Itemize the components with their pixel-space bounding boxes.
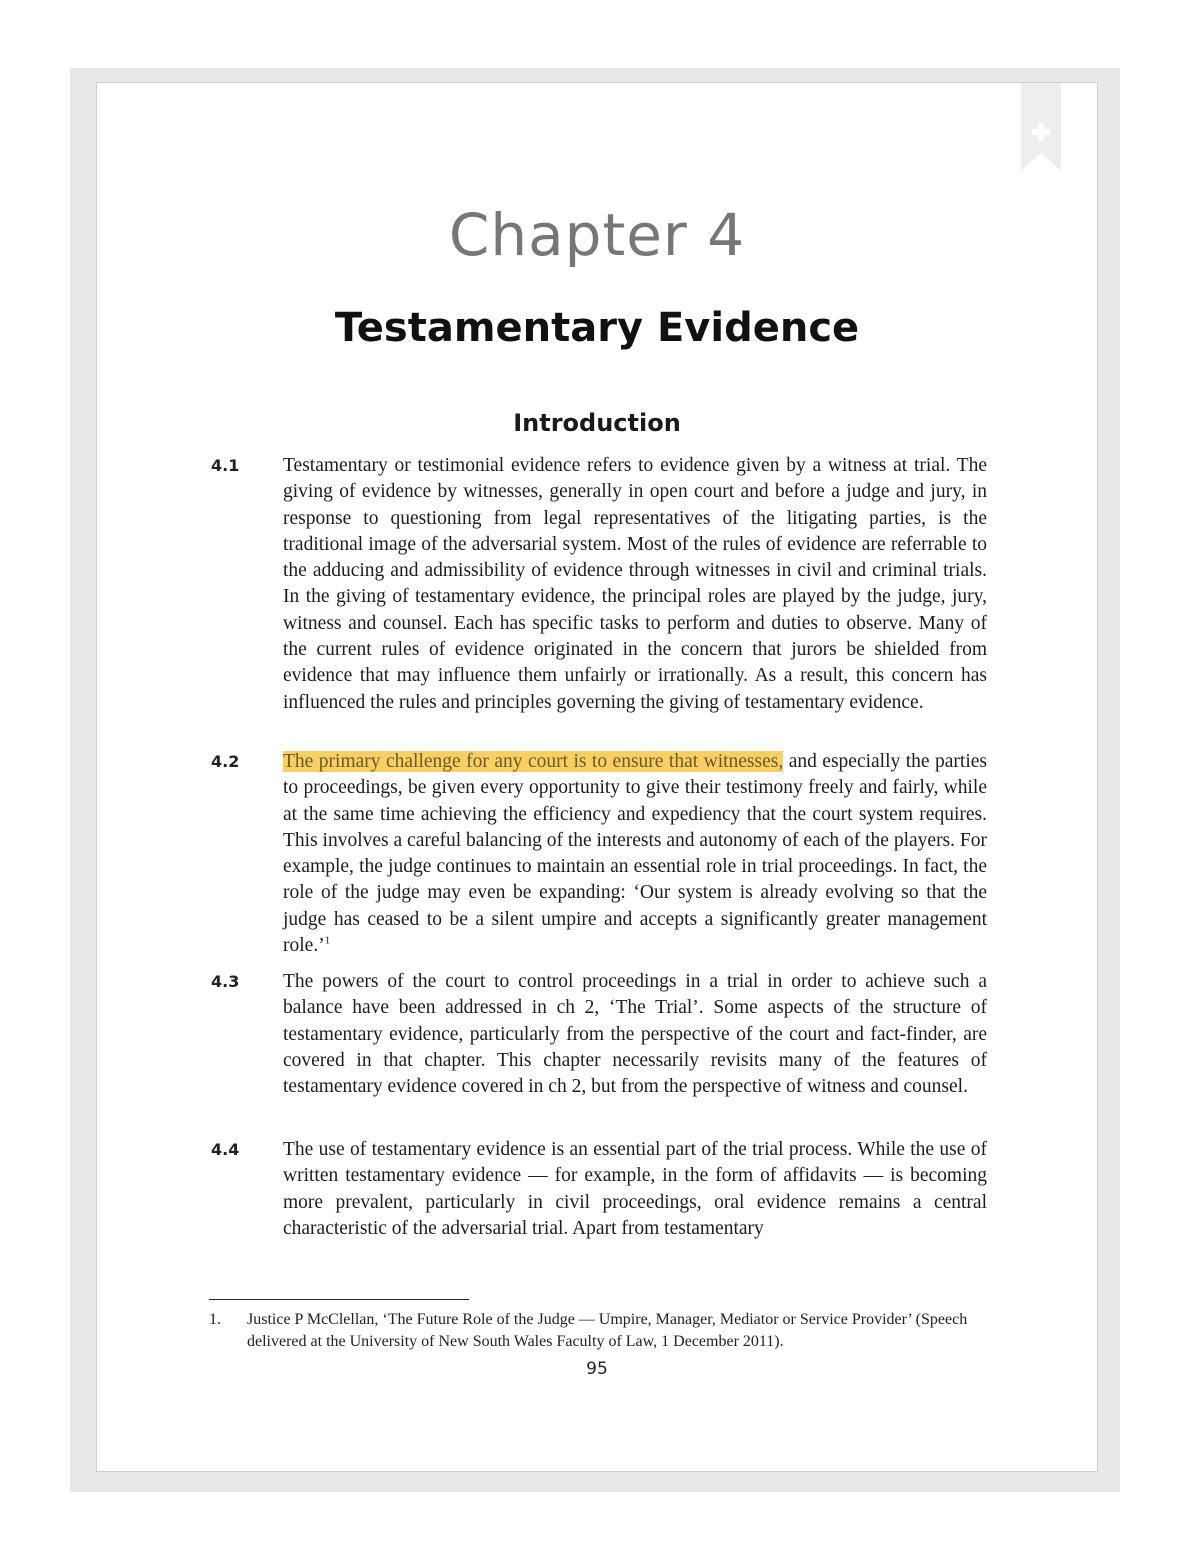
page-number: 95 <box>586 1359 608 1379</box>
paragraph-text: The powers of the court to control proceedings in a trial in order to achieve such a balance have been addressed in ch 2, ‘The Trial’. Some aspects of the structure of testamentary evidence, particularly from the perspective of the court and fact-finder, are covered in that chapter. This chapter necessarily revisits many of the features of testamentary evidence covered in ch 2, but from the perspective of witness and counsel. <box>283 971 987 1098</box>
paragraph-number: 4.4 <box>211 1140 240 1159</box>
paragraph-text: Testamentary or testimonial evidence refers to evidence given by a witness at trial. The giving of evidence by witnesses, generally in open court and before a judge and jury, in response to questioning from legal representatives of the litigating parties, is the traditional image of the adversarial system. Most of the rules of evidence are referrable to the adducing and admissibility of evidence through witnesses in civil and criminal trials. In the giving of testamentary evidence, the principal roles are played by the judge, jury, witness and counsel. Each has specific tasks to perform and duties to observe. Many of the current rules of evidence originated in the concern that jurors be shielded from evidence that may influence them unfairly or irrationally. As a result, this concern has influenced the rules and principles governing the giving of testamentary evidence. <box>283 455 987 713</box>
footnote-ref[interactable]: 1 <box>324 934 331 947</box>
bookmark-add-icon[interactable] <box>1021 83 1061 171</box>
document-page <box>96 82 1098 1472</box>
footnote-divider <box>209 1299 469 1300</box>
section-title: Introduction <box>513 409 681 437</box>
paragraph-text: The use of testamentary evidence is an essential part of the trial process. While the use of written testamentary evidence — for example, in the form of affidavits — is becoming more prevalent, particularly in civil proceedings, oral evidence remains a central characteristic of the adversarial trial. Apart from testamentary <box>283 1139 987 1239</box>
chapter-title: Testamentary Evidence <box>334 305 860 351</box>
paragraph-number: 4.2 <box>211 752 240 771</box>
paragraph-number: 4.1 <box>211 456 240 475</box>
chapter-label: Chapter 4 <box>448 201 746 269</box>
paragraph-number: 4.3 <box>211 972 240 991</box>
paragraph-text-rest: and especially the parties to proceedings, be given every opportunity to give their testimony freely and fairly, while at the same time achieving the efficiency and expediency that the court system requires. This involves a careful balancing of the interests and autonomy of each of the players. For example, the judge continues to maintain an essential role in trial proceedings. In fact, the role of the judge may even be expanding: ‘Our system is already evolving so that the judge has ceased to be a silent umpire and accepts a significantly greater management role.’ <box>283 751 987 957</box>
footnote-number: 1. <box>209 1311 221 1328</box>
footnote-text: Justice P McClellan, ‘The Future Role of the Judge — Umpire, Manager, Mediator or Service Provider’ (Speech delivered at the University of New South Wales Faculty of Law, 1 December 2011). <box>247 1311 968 1350</box>
text-highlight[interactable]: The primary challenge for any court is to ensure that witnesses, <box>283 751 784 772</box>
document-viewer <box>70 68 1120 1492</box>
paragraph-text <box>283 749 987 959</box>
